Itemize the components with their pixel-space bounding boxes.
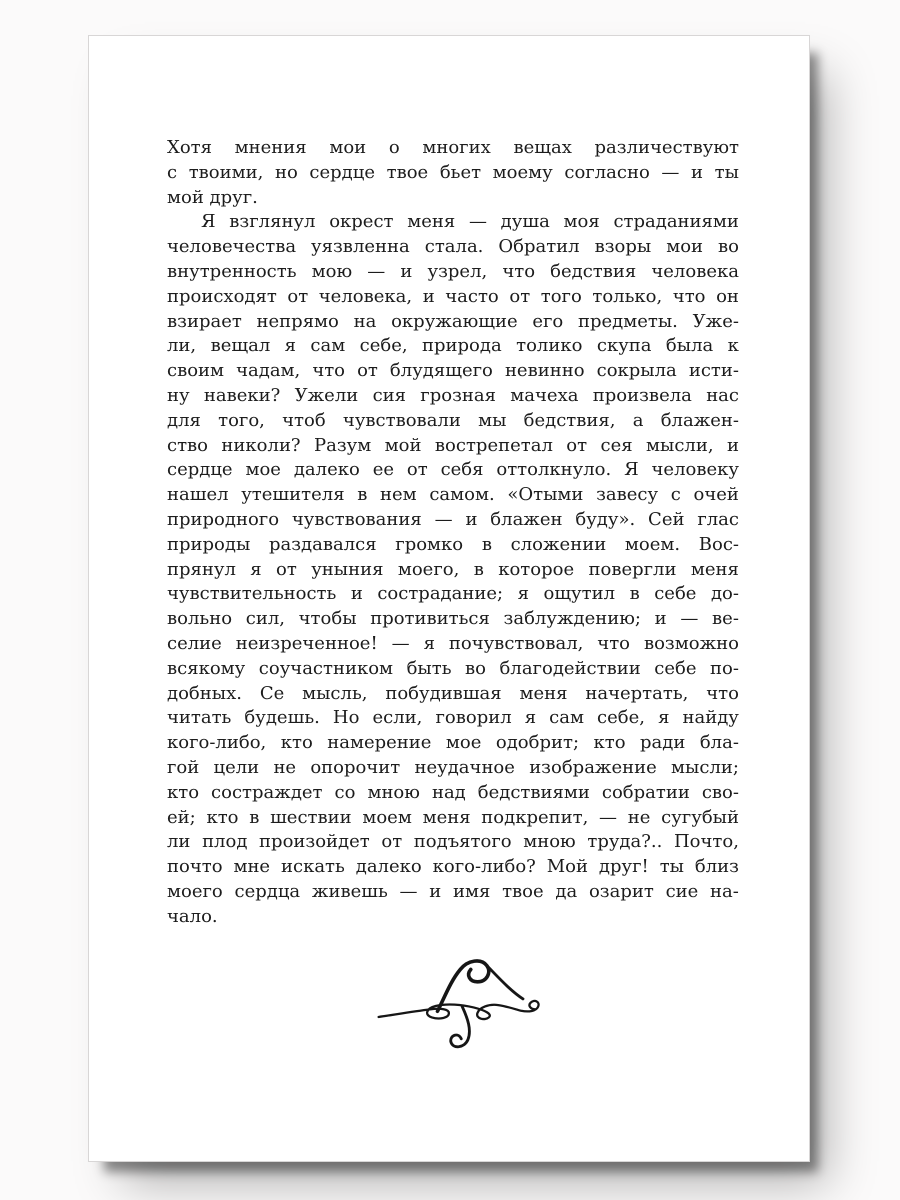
text-line: внутренность мою — и узрел, что бедствия человека <box>167 260 739 282</box>
text-line: нашел утешителя в нем самом. «Отыми завесу с очей <box>167 484 739 506</box>
text-line: взирает непрямо на окружающие его предметы. Уже- <box>167 310 739 332</box>
text-line: Я взглянул окрест меня — душа моя страданиями <box>201 211 739 233</box>
text-line: Хотя мнения мои о многих вещах различествуют <box>167 137 739 158</box>
text-line: природного чувствования — и блажен буду». Сей глас <box>167 508 739 530</box>
text-line: чало. <box>167 905 218 927</box>
text-line: ство николи? Разум мой вострепетал от сея мысли, и <box>167 434 739 456</box>
text-line: вольно сил, чтобы противиться заблуждению; и — ве- <box>167 608 739 630</box>
text-line: ли плод произойдет от подъятого мною труда?.. Почто, <box>167 831 739 853</box>
text-line: своим чадам, что от блудящего невинно сокрыла исти- <box>167 360 739 382</box>
flourish-icon <box>371 954 561 1059</box>
text-line: ну навеки? Ужели сия грозная мачеха произвела нас <box>167 384 739 406</box>
text-line: ей; кто в шествии моем меня подкрепит, — не сугубый <box>167 806 739 828</box>
text-line: чувствительность и сострадание; я ощутил в себе до- <box>167 583 739 605</box>
text-line: всякому соучастником быть во благодействии себе по- <box>167 657 739 679</box>
book-page <box>88 35 810 1162</box>
text-line: происходят от человека, и часто от того только, что он <box>167 285 739 307</box>
flourish-ornament <box>371 954 561 1059</box>
text-line: с твоими, но сердце твое бьет моему согласно — и ты <box>167 161 739 183</box>
text-line: читать будешь. Но если, говорил я сам себе, я найду <box>167 707 739 729</box>
text-line: моего сердца живешь — и имя твое да озарит сие на- <box>167 880 739 902</box>
text-line: прянул я от уныния моего, в которое повергли меня <box>167 558 739 580</box>
text-line: добных. Се мысль, побудившая меня начертать, что <box>167 682 739 704</box>
text-line: кто состраждет со мною над бедствиями собратии сво- <box>167 781 739 803</box>
page-text <box>167 136 739 930</box>
text-line: мой друг. <box>167 186 258 208</box>
text-line: ли, вещал я сам себе, природа толико скупа была к <box>167 335 739 357</box>
text-line: человечества уязвленна стала. Обратил взоры мои во <box>167 236 739 258</box>
text-line: почто мне искать далеко кого-либо? Мой друг! ты близ <box>167 856 739 878</box>
text-line: гой цели не опорочит неудачное изображение мысли; <box>167 756 739 778</box>
text-line: для того, чтоб чувствовали мы бедствия, а блажен- <box>167 409 739 431</box>
text-line: природы раздавался громко в сложении моем. Вос- <box>167 533 739 555</box>
text-line: сердце мое далеко ее от себя оттолкнуло. Я человеку <box>167 459 739 481</box>
text-line: селие неизреченное! — я почувствовал, что возможно <box>167 632 739 654</box>
text-line: кого-либо, кто намерение мое одобрит; кто ради бла- <box>167 732 739 754</box>
